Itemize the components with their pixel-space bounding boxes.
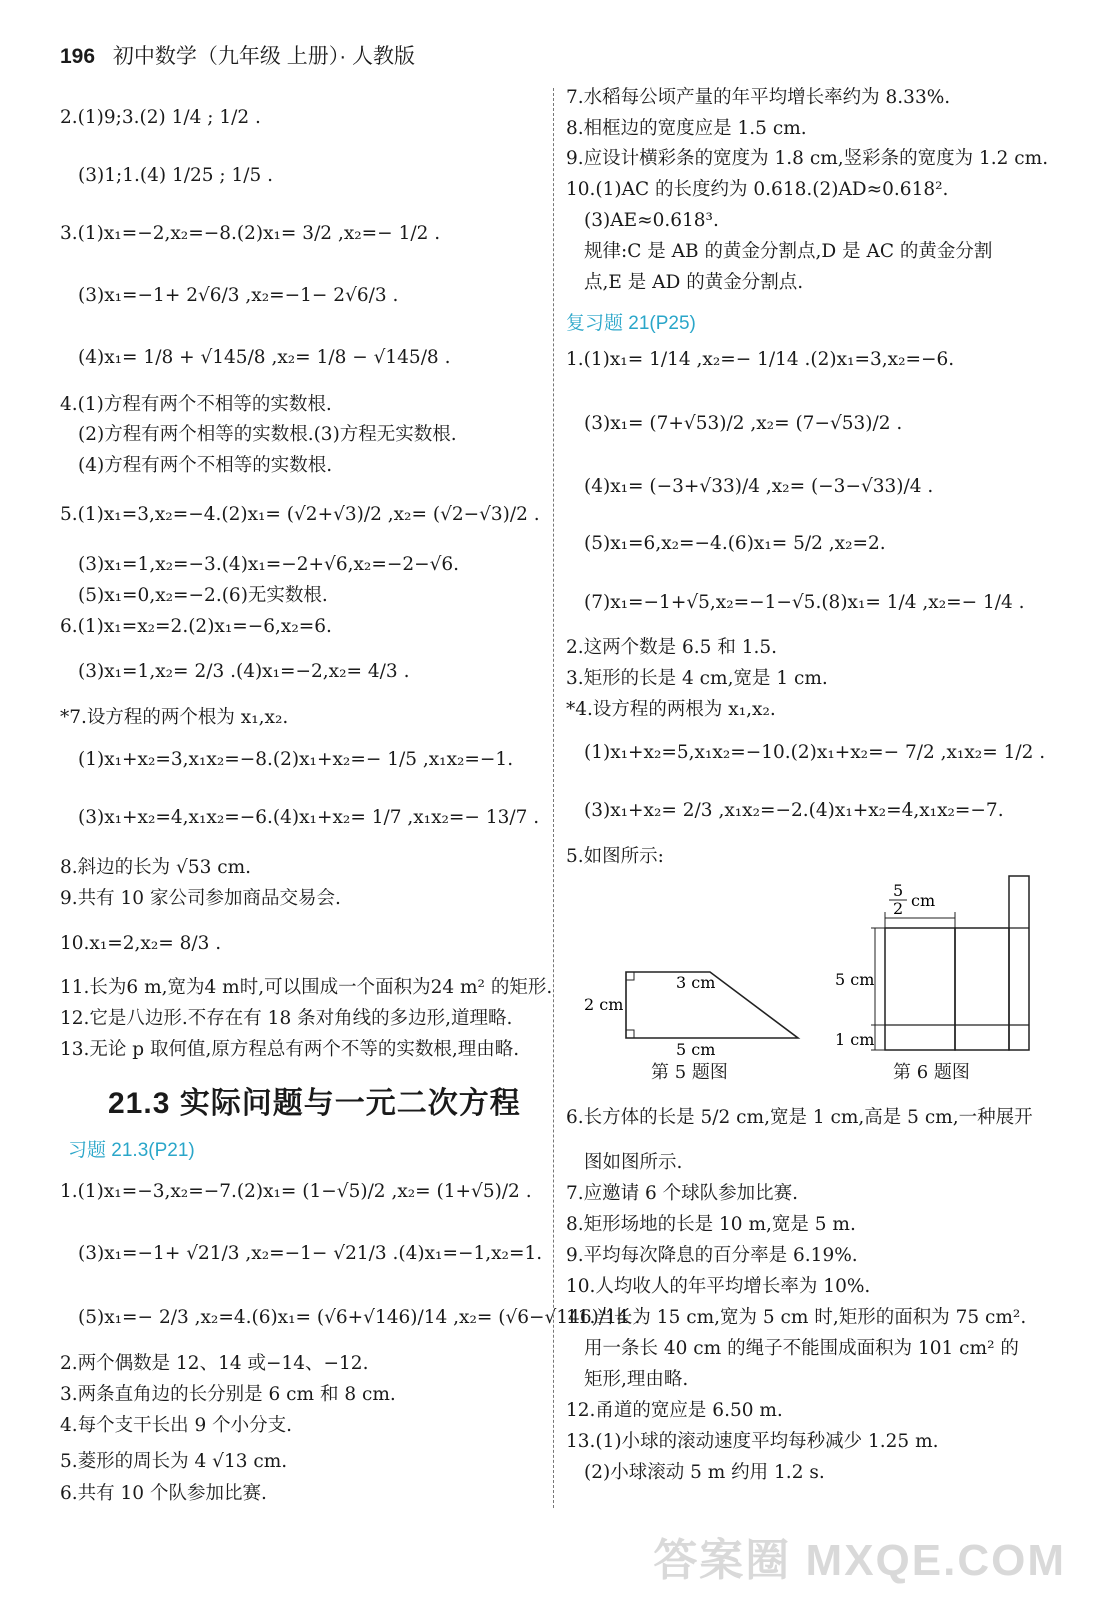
book-title: 初中数学（九年级 上册）· 人教版	[112, 45, 416, 68]
answer-line: 11.长为6 m,宽为4 m时,可以围成一个面积为24 m² 的矩形.	[60, 977, 553, 998]
answer-line: 9.平均每次降息的百分率是 6.19%.	[566, 1245, 858, 1266]
answer-line: (3)1;1.(4) 1/25 ; 1/5 .	[78, 165, 274, 186]
answer-line: (2)小球滚动 5 m 约用 1.2 s.	[584, 1462, 825, 1483]
answer-line: (3)x₁=−1+ √21/3 ,x₂=−1− √21/3 .(4)x₁=−1,x₂=1.	[78, 1243, 543, 1264]
answer-line: 3.两条直角边的长分别是 6 cm 和 8 cm.	[60, 1384, 396, 1405]
answer-line: *7.设方程的两个根为 x₁,x₂.	[60, 707, 289, 728]
answer-line: 3.矩形的长是 4 cm,宽是 1 cm.	[566, 668, 828, 689]
answer-line: 4.(1)方程有两个不相等的实数根.	[60, 394, 332, 415]
answer-line: 6.(1)x₁=x₂=2.(2)x₁=−6,x₂=6.	[60, 616, 332, 637]
fig6-top-den: 2	[893, 899, 904, 918]
answer-line: 12.它是八边形.不存在有 18 条对角线的多边形,道理略.	[60, 1008, 513, 1029]
column-divider	[553, 88, 554, 1508]
answer-line: (1)x₁+x₂=3,x₁x₂=−8.(2)x₁+x₂=− 1/5 ,x₁x₂=−1.	[78, 749, 514, 770]
answer-line: 10.x₁=2,x₂= 8/3 .	[60, 933, 222, 954]
answer-line: 13.(1)小球的滚动速度平均每秒减少 1.25 m.	[566, 1431, 939, 1452]
answer-line: 规律:C 是 AB 的黄金分割点,D 是 AC 的黄金分割	[584, 241, 993, 262]
fig6-low-label: 1 cm	[835, 1030, 875, 1049]
watermark-logo: 答案圈 MXQE.COM	[653, 1536, 1066, 1585]
exercise-heading-21-3: 习题 21.3(P21)	[68, 1140, 195, 1161]
answer-line: 7.水稻每公顷产量的年平均增长率约为 8.33%.	[566, 87, 951, 108]
page-header	[60, 40, 415, 70]
answer-line: (3)x₁+x₂= 2/3 ,x₁x₂=−2.(4)x₁+x₂=4,x₁x₂=−7.	[584, 800, 1004, 821]
answer-line: 图如图所示.	[584, 1152, 683, 1173]
answer-line: (3)x₁+x₂=4,x₁x₂=−6.(4)x₁+x₂= 1/7 ,x₁x₂=− 13/7 .	[78, 807, 540, 828]
fig6-top-num: 5	[893, 881, 904, 900]
answer-line: (3)x₁=−1+ 2√6/3 ,x₂=−1− 2√6/3 .	[78, 285, 399, 306]
answer-line: 12.甬道的宽应是 6.50 m.	[566, 1400, 783, 1421]
fig5-left-label: 2 cm	[584, 995, 624, 1014]
answer-line: (4)x₁= 1/8 + √145/8 ,x₂= 1/8 − √145/8 .	[78, 347, 451, 368]
answer-line: 用一条长 40 cm 的绳子不能围成面积为 101 cm² 的	[584, 1338, 1019, 1359]
answer-line: (5)x₁=0,x₂=−2.(6)无实数根.	[78, 585, 328, 606]
answer-line: 8.斜边的长为 √53 cm.	[60, 857, 252, 878]
answer-line: (3)x₁= (7+√53)/2 ,x₂= (7−√53)/2 .	[584, 413, 903, 434]
answer-line: 5.如图所示:	[566, 846, 664, 867]
answer-line: (3)AE≈0.618³.	[584, 210, 719, 231]
section-title: 21.3 实际问题与一元二次方程	[108, 1087, 521, 1120]
answer-line: (1)x₁+x₂=5,x₁x₂=−10.(2)x₁+x₂=− 7/2 ,x₁x₂= 1/2 .	[584, 742, 1046, 763]
answer-line: 1.(1)x₁= 1/14 ,x₂=− 1/14 .(2)x₁=3,x₂=−6.	[566, 349, 955, 370]
fig6-top-unit: cm	[911, 891, 936, 910]
answer-line: 5.菱形的周长为 4 √13 cm.	[60, 1451, 288, 1472]
answer-line: (3)x₁=1,x₂= 2/3 .(4)x₁=−2,x₂= 4/3 .	[78, 661, 410, 682]
answer-line: *4.设方程的两根为 x₁,x₂.	[566, 699, 776, 720]
answer-line: (7)x₁=−1+√5,x₂=−1−√5.(8)x₁= 1/4 ,x₂=− 1/4 .	[584, 592, 1025, 613]
answer-line: 11.当长为 15 cm,宽为 5 cm 时,矩形的面积为 75 cm².	[566, 1307, 1027, 1328]
figure-5-caption: 第 5 题图	[651, 1062, 728, 1083]
answer-line: 3.(1)x₁=−2,x₂=−8.(2)x₁= 3/2 ,x₂=− 1/2 .	[60, 223, 441, 244]
answer-line: (3)x₁=1,x₂=−3.(4)x₁=−2+√6,x₂=−2−√6.	[78, 554, 460, 575]
answer-line: (4)方程有两个不相等的实数根.	[78, 455, 333, 476]
figure-6-caption: 第 6 题图	[893, 1062, 970, 1083]
answer-line: 6.长方体的长是 5/2 cm,宽是 1 cm,高是 5 cm,一种展开	[566, 1107, 1033, 1128]
answer-line: (2)方程有两个相等的实数根.(3)方程无实数根.	[78, 424, 457, 445]
answer-line: (5)x₁=− 2/3 ,x₂=4.(6)x₁= (√6+√146)/14 ,x₂= (√6−√146)/14 .	[78, 1307, 641, 1328]
answer-line: 9.共有 10 家公司参加商品交易会.	[60, 888, 341, 909]
answer-line: 5.(1)x₁=3,x₂=−4.(2)x₁= (√2+√3)/2 ,x₂= (√2−√3)/2 .	[60, 504, 540, 525]
answer-line: 8.相框边的宽度应是 1.5 cm.	[566, 118, 807, 139]
answer-line: 点,E 是 AD 的黄金分割点.	[584, 272, 804, 293]
answer-line: (4)x₁= (−3+√33)/4 ,x₂= (−3−√33)/4 .	[584, 476, 934, 497]
figure-6-net	[825, 870, 1040, 1055]
answer-line: 8.矩形场地的长是 10 m,宽是 5 m.	[566, 1214, 856, 1235]
page-number: 196	[60, 45, 96, 68]
answer-line: 6.共有 10 个队参加比赛.	[60, 1483, 267, 1504]
fig5-bottom-label: 5 cm	[676, 1040, 716, 1059]
answer-line: 9.应设计横彩条的宽度为 1.8 cm,竖彩条的宽度为 1.2 cm.	[566, 148, 1049, 169]
answer-line: 矩形,理由略.	[584, 1369, 689, 1390]
answer-line: 10.(1)AC 的长度约为 0.618.(2)AD≈0.618².	[566, 179, 949, 200]
answer-line: 2.(1)9;3.(2) 1/4 ; 1/2 .	[60, 107, 261, 128]
review-heading-21: 复习题 21(P25)	[566, 313, 696, 334]
fig6-mid-label: 5 cm	[835, 970, 875, 989]
answer-line: 1.(1)x₁=−3,x₂=−7.(2)x₁= (1−√5)/2 ,x₂= (1+√5)/2 .	[60, 1181, 532, 1202]
answer-line: 4.每个支干长出 9 个小分支.	[60, 1415, 293, 1436]
answer-line: 2.两个偶数是 12、14 或−14、−12.	[60, 1353, 369, 1374]
answer-line: 13.无论 p 取何值,原方程总有两个不等的实数根,理由略.	[60, 1039, 520, 1060]
answer-line: (5)x₁=6,x₂=−4.(6)x₁= 5/2 ,x₂=2.	[584, 533, 886, 554]
answer-line: 2.这两个数是 6.5 和 1.5.	[566, 637, 778, 658]
answer-line: 7.应邀请 6 个球队参加比赛.	[566, 1183, 799, 1204]
fig5-top-label: 3 cm	[676, 973, 716, 992]
answer-line: 10.人均收人的年平均增长率为 10%.	[566, 1276, 871, 1297]
